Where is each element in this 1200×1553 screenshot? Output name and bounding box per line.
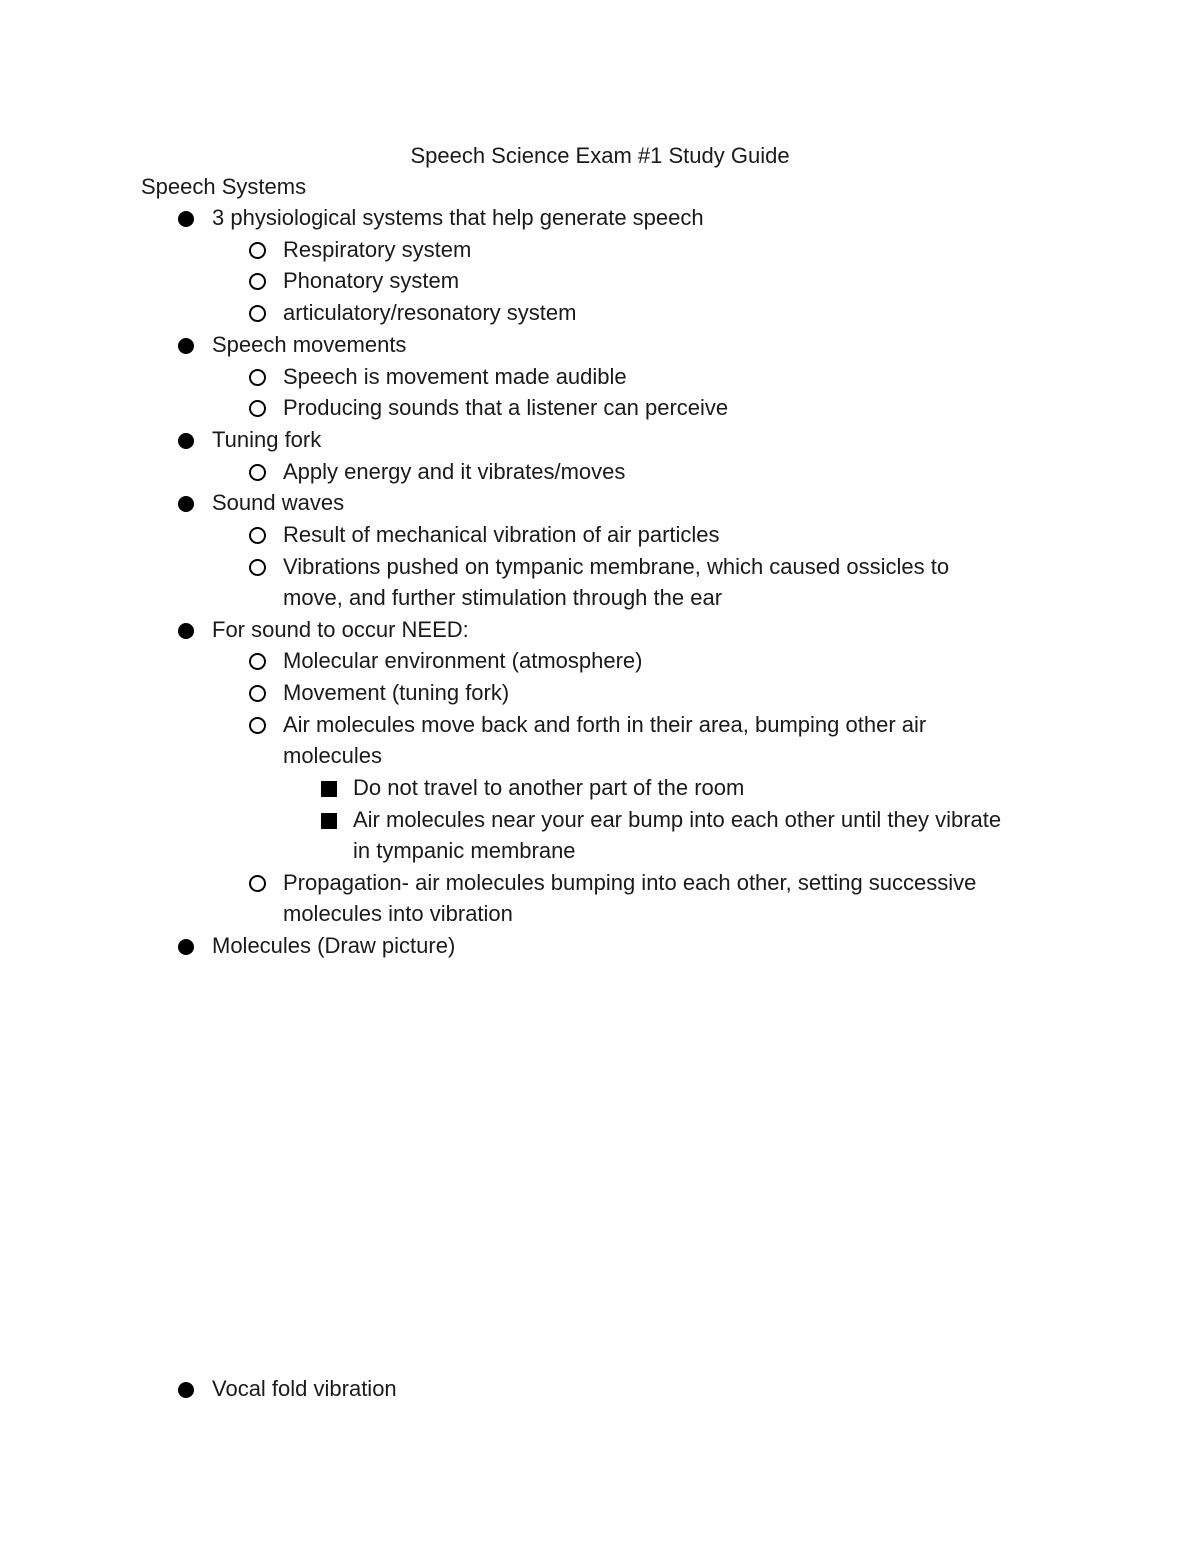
sub-bullet-item: Respiratory system (283, 235, 471, 265)
sub-sub-bullet-item: Air molecules near your ear bump into each other until they vibrate (353, 805, 1001, 835)
bullet-item: Molecules (Draw picture) (212, 931, 455, 961)
sub-bullet-continuation: molecules into vibration (283, 901, 513, 926)
document-title: Speech Science Exam #1 Study Guide (410, 143, 790, 168)
section-heading: Speech Systems (141, 174, 307, 199)
sub-sub-bullet-continuation: in tympanic membrane (353, 838, 576, 863)
sub-bullet-item: Result of mechanical vibration of air particles (283, 520, 720, 550)
sub-bullet-item: Propagation- air molecules bumping into each other, setting successive (283, 868, 976, 898)
sub-bullet-item: Producing sounds that a listener can perceive (283, 393, 728, 423)
bullet-item: Speech movements (212, 330, 406, 360)
sub-bullet-item: articulatory/resonatory system (283, 298, 576, 328)
sub-bullet-item: Air molecules move back and forth in their area, bumping other air (283, 710, 926, 740)
sub-bullet-continuation: move, and further stimulation through the ear (283, 585, 723, 610)
sub-bullet-item: Apply energy and it vibrates/moves (283, 457, 625, 487)
sub-bullet-continuation: molecules (283, 743, 383, 768)
sub-bullet-item: Movement (tuning fork) (283, 678, 509, 708)
sub-bullet-item: Molecular environment (atmosphere) (283, 646, 643, 676)
bullet-item: Sound waves (212, 488, 344, 518)
sub-sub-bullet-item: Do not travel to another part of the room (353, 773, 744, 803)
bullet-item: Vocal fold vibration (212, 1374, 397, 1404)
bullet-item: For sound to occur NEED: (212, 615, 469, 645)
bullet-item: Tuning fork (212, 425, 321, 455)
bullet-item: 3 physiological systems that help generate speech (212, 203, 704, 233)
sub-bullet-item: Phonatory system (283, 266, 459, 296)
sub-bullet-item: Vibrations pushed on tympanic membrane, which caused ossicles to (283, 552, 949, 582)
sub-bullet-item: Speech is movement made audible (283, 362, 627, 392)
